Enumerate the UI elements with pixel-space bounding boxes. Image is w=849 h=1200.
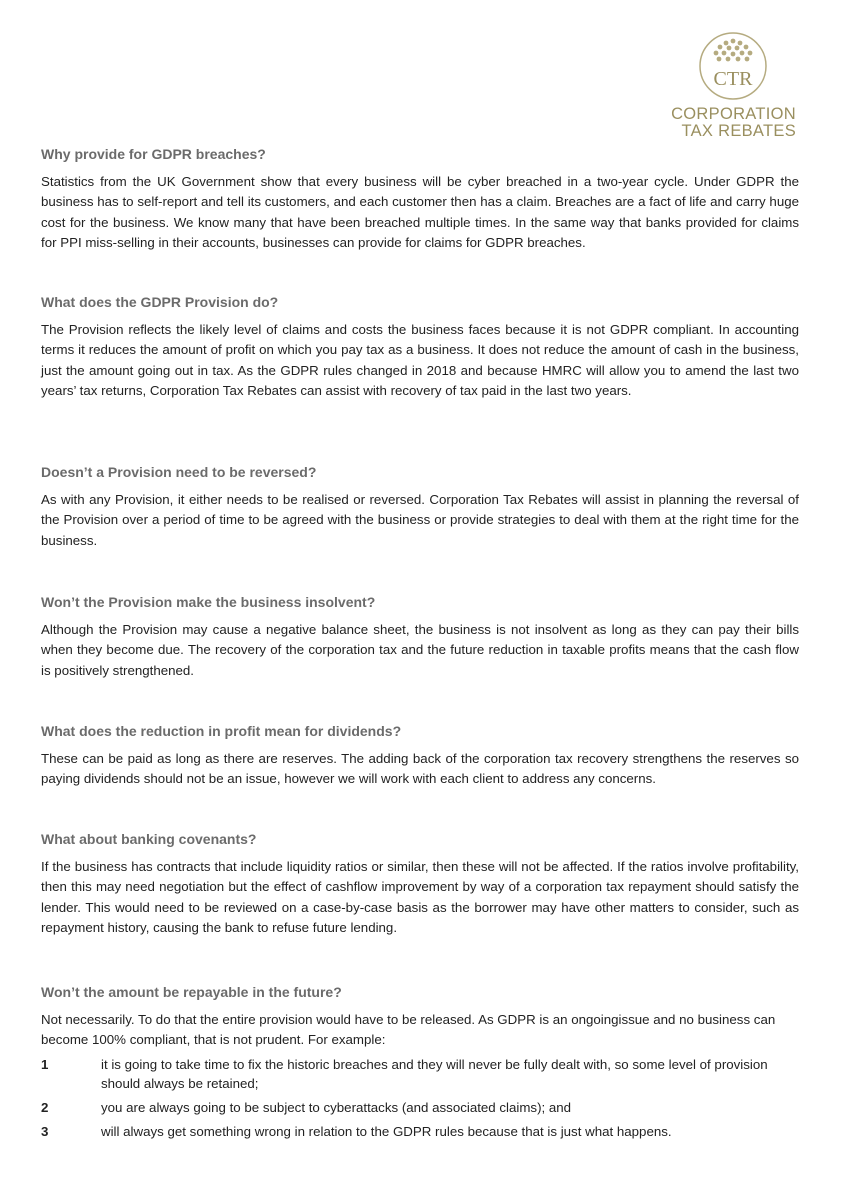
section-heading: Why provide for GDPR breaches? <box>41 146 266 162</box>
section-why-provide <box>41 145 799 254</box>
list-text: will always get something wrong in relation to the GDPR rules because that is just what happens. <box>101 1123 672 1139</box>
logo-brand-text <box>668 106 798 140</box>
logo-monogram: CTR <box>713 68 753 90</box>
company-logo <box>668 28 798 140</box>
example-list <box>41 1055 799 1141</box>
section-dividends <box>41 722 799 790</box>
section-heading: Won’t the Provision make the business insolvent? <box>41 594 376 610</box>
section-heading: Doesn’t a Provision need to be reversed? <box>41 464 317 480</box>
list-number: 1 <box>41 1056 49 1072</box>
list-text: it is going to take time to fix the historic breaches and they will never be fully dealt with, so some level of provision should always be retained; <box>101 1056 768 1091</box>
section-body: Not necessarily. To do that the entire provision would have to be released. As GDPR is an ongoingissue and no business can become 100% compliant, that is not prudent. For example: <box>41 1012 776 1048</box>
list-number: 3 <box>41 1123 49 1139</box>
section-repayable <box>41 983 799 1146</box>
tree-logo-icon <box>695 28 771 100</box>
brand-line-2: TAX REBATES <box>681 122 796 140</box>
section-body: As with any Provision, it either needs to be realised or reversed. Corporation Tax Rebates will assist in planning the reversal of the Provision over a period of time to be agreed with the business or provide strategies to deal with them at the right time for the business. <box>41 492 799 548</box>
section-heading: Won’t the amount be repayable in the future? <box>41 984 342 1000</box>
list-number: 2 <box>41 1099 49 1115</box>
brand-line-1: CORPORATION <box>671 105 796 123</box>
section-body: Although the Provision may cause a negative balance sheet, the business is not insolvent as long as they can pay their bills when they become due. The recovery of the corporation tax and the future reduction in taxable profits means that the cash flow is positively strengthened. <box>41 622 799 678</box>
section-body: These can be paid as long as there are reserves. The adding back of the corporation tax recovery strengthens the reserves so paying dividends should not be an issue, however we will work with each client to address any concerns. <box>41 751 799 787</box>
section-body: If the business has contracts that include liquidity ratios or similar, then these will not be affected. If the ratios involve profitability, then this may need negotiation but the effect of cashflow improvement by way of a corporation tax repayment should satisfy the lender. This would need to be reviewed on a case-by-case basis as the borrower may have other matters to consider, such as repayment history, causing the bank to refuse future lending. <box>41 859 799 936</box>
section-heading: What about banking covenants? <box>41 831 257 847</box>
section-heading: What does the reduction in profit mean for dividends? <box>41 723 402 739</box>
section-heading: What does the GDPR Provision do? <box>41 294 279 310</box>
list-text: you are always going to be subject to cyberattacks (and associated claims); and <box>101 1099 572 1115</box>
section-body: Statistics from the UK Government show that every business will be cyber breached in a two-year cycle. Under GDPR the business has to self-report and tell its customers, and each customer then has a claim. Breaches are a fact of life and carry huge cost for the business. We know many that have been breached multiple times. In the same way that banks provided for claims for PPI miss-selling in their accounts, businesses can provide for claims for GDPR breaches. <box>41 174 799 251</box>
list-item <box>41 1055 799 1093</box>
section-provision-do <box>41 293 799 402</box>
section-insolvent <box>41 593 799 681</box>
section-body: The Provision reflects the likely level of claims and costs the business faces because it is not GDPR compliant. In accounting terms it reduces the amount of profit on which you pay tax as a business. It does not reduce the amount of cash in the business, just the amount going out in tax. As the GDPR rules changed in 2018 and because HMRC will allow you to amend the last two years’ tax returns, Corporation Tax Rebates can assist with recovery of tax paid in the last two years. <box>41 322 799 399</box>
list-item <box>41 1122 799 1141</box>
list-item <box>41 1098 799 1117</box>
section-provision-reversed <box>41 463 799 551</box>
section-banking-covenants <box>41 830 799 939</box>
